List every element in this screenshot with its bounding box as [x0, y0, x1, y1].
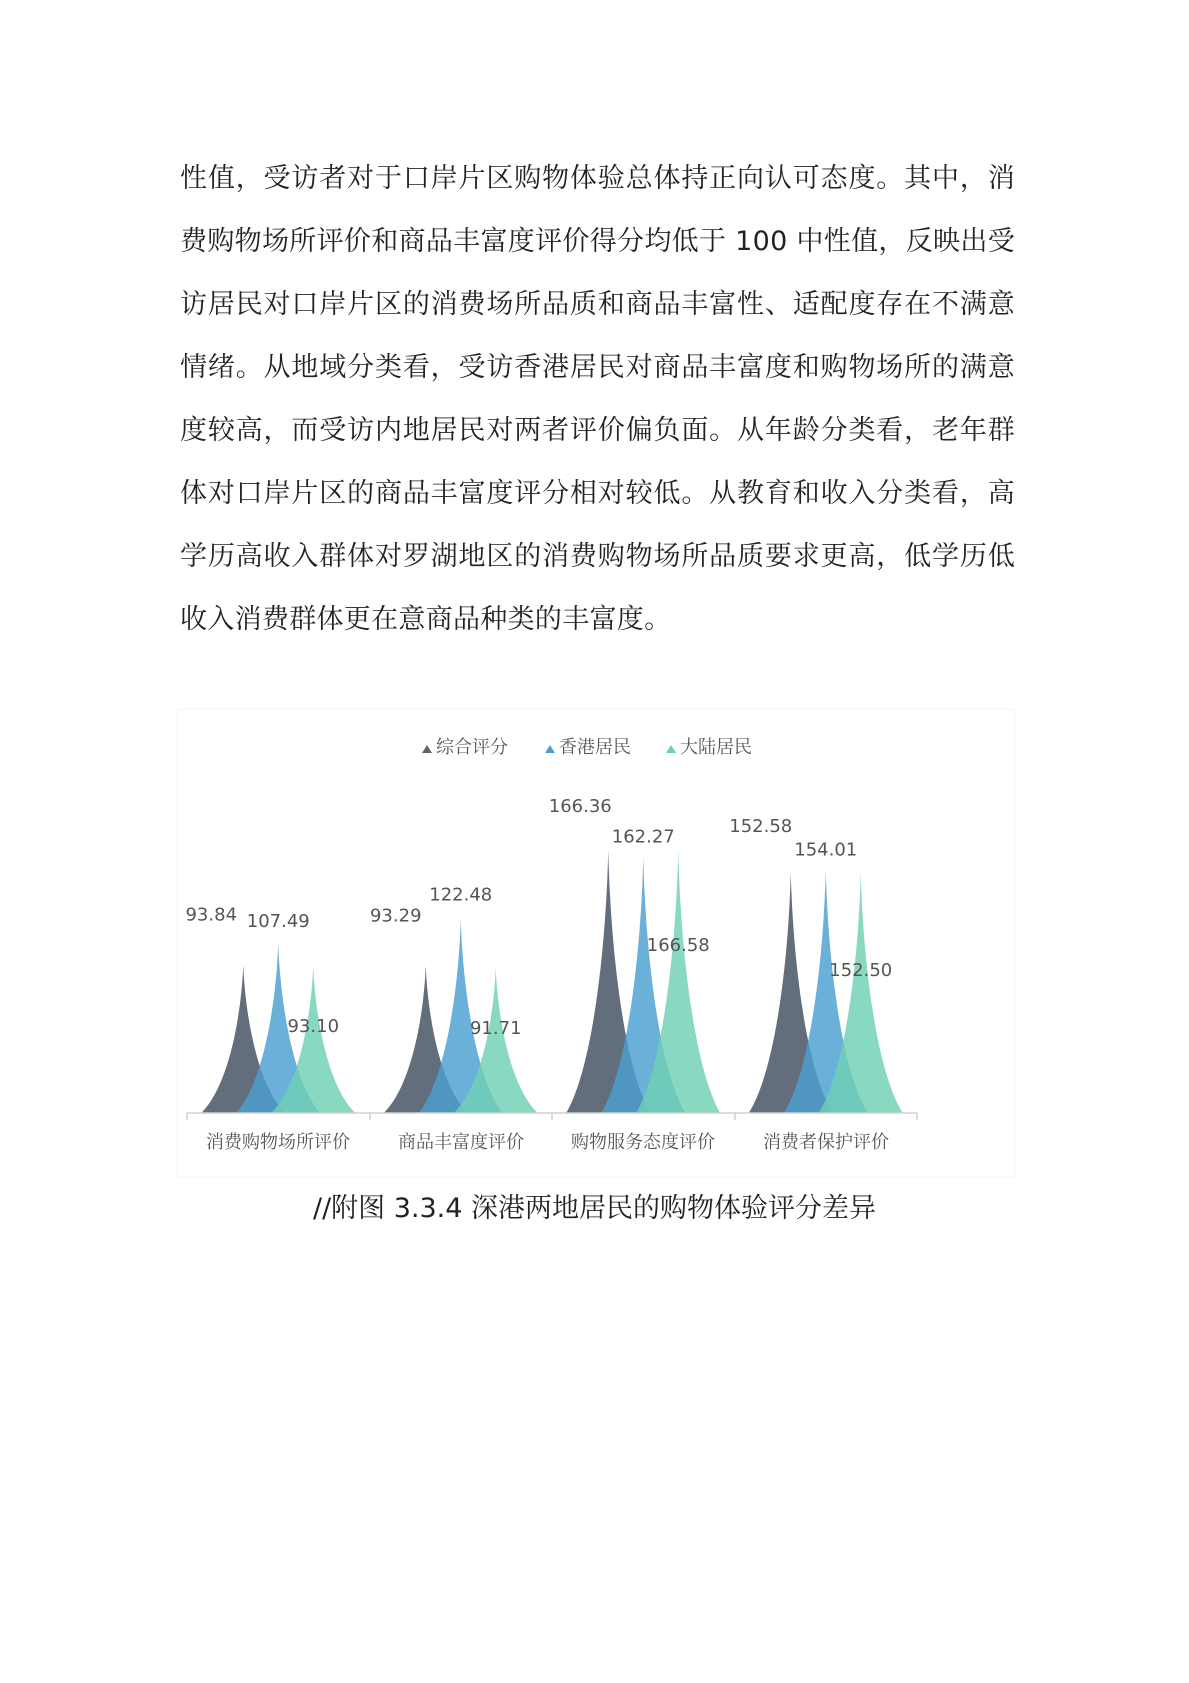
paragraph-line-2: 费购物场所评价和商品丰富度评价得分均低于 100 中性值，反映出受 — [180, 226, 1015, 257]
chart-legend — [422, 737, 752, 758]
chart-container — [177, 710, 1015, 1176]
legend-icon-series-2 — [545, 745, 555, 753]
data-label-2-series-1: 93.29 — [369, 905, 422, 927]
category-label-2: 商品丰富度评价 — [398, 1132, 524, 1153]
paragraph-line-1: 性值，受访者对于口岸片区购物体验总体持正向认可态度。其中，消 — [180, 163, 1015, 194]
data-label-4-series-3: 152.50 — [829, 960, 893, 982]
category-label-4: 消费者保护评价 — [763, 1132, 889, 1153]
paragraph-line-6: 体对口岸片区的商品丰富度评分相对较低。从教育和收入分类看，高 — [180, 478, 1015, 509]
category-label-1: 消费购物场所评价 — [206, 1132, 350, 1153]
legend-label-series-3: 大陆居民 — [680, 737, 752, 758]
figure-caption: //附图 3.3.4 深港两地居民的购物体验评分差异 — [312, 1193, 877, 1224]
data-label-4-series-1: 152.58 — [729, 815, 793, 837]
legend-label-series-2: 香港居民 — [559, 737, 631, 758]
data-label-2-series-2: 122.48 — [429, 884, 493, 906]
category-labels — [206, 1131, 889, 1153]
data-label-4-series-2: 154.01 — [794, 839, 858, 861]
data-label-3-series-1: 166.36 — [548, 796, 612, 818]
chart-axis — [187, 1113, 917, 1120]
data-label-2-series-3: 91.71 — [469, 1018, 522, 1040]
paragraph-line-4: 情绪。从地域分类看，受访香港居民对商品丰富度和购物场所的满意 — [180, 352, 1015, 383]
legend-icon-series-3 — [666, 745, 676, 753]
paragraph-line-3: 访居民对口岸片区的消费场所品质和商品丰富性、适配度存在不满意 — [180, 289, 1015, 320]
data-label-3-series-3: 166.58 — [646, 934, 710, 956]
peak-chart — [177, 710, 1015, 1176]
legend-icon-series-1 — [422, 745, 432, 753]
paragraph-line-8: 收入消费群体更在意商品种类的丰富度。 — [180, 604, 672, 635]
data-label-1-series-3: 93.10 — [287, 1015, 340, 1037]
paragraph-line-5: 度较高，而受访内地居民对两者评价偏负面。从年龄分类看，老年群 — [180, 415, 1015, 446]
legend-label-series-1: 综合评分 — [436, 737, 508, 758]
body-paragraph — [180, 147, 1015, 651]
data-label-1-series-1: 93.84 — [185, 904, 238, 926]
paragraph-line-7: 学历高收入群体对罗湖地区的消费购物场所品质要求更高，低学历低 — [180, 541, 1015, 572]
category-label-3: 购物服务态度评价 — [571, 1132, 715, 1153]
chart-peaks — [201, 850, 903, 1113]
data-label-1-series-2: 107.49 — [246, 911, 310, 933]
data-label-3-series-2: 162.27 — [611, 826, 675, 848]
